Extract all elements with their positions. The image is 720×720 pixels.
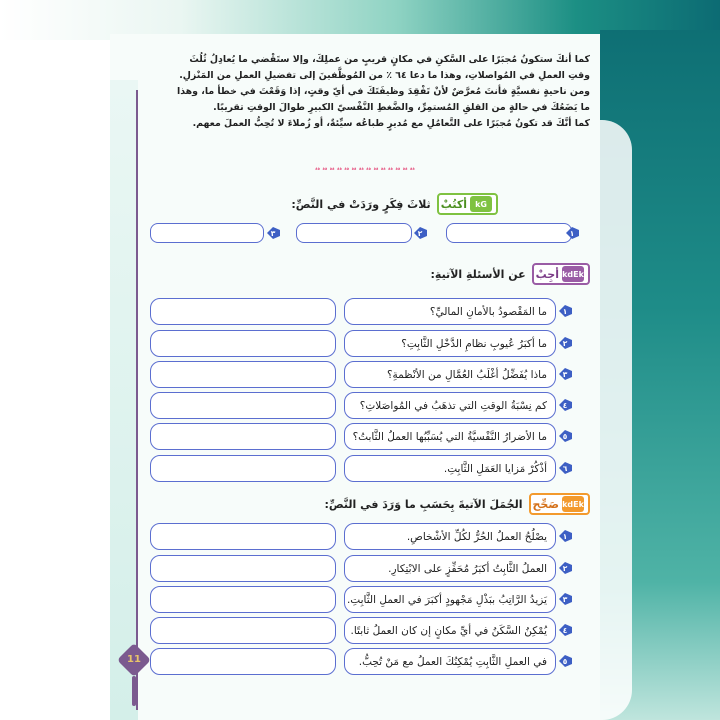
answer-badge-label: أجِبْ [535, 267, 559, 281]
number-5-icon: ٥ [557, 429, 573, 443]
statement-5: في العملِ الثَّابِتِ يُمْكِنُكَ العملُ مع مَنْ تُحِبُّ. [344, 648, 556, 675]
correction-input-1[interactable] [150, 523, 336, 550]
answer-input-5[interactable] [150, 423, 336, 450]
answer-input-6[interactable] [150, 455, 336, 482]
answer-badge [532, 263, 590, 285]
idea-input-3[interactable] [150, 223, 264, 243]
answer-input-4[interactable] [150, 392, 336, 419]
page-number-stem [132, 676, 136, 706]
paragraph-line: وقتِ العملِ في المُواصلاتِ، وهذا ما دعا ٦٤ ٪ من المُوظَّفينَ إلى تفضيلِ العملِ من المَنْزلِ. [179, 70, 590, 81]
correct-section-header [324, 493, 590, 515]
question-1: ما المَقْصودُ بالأمانِ الماليِّ؟ [344, 298, 556, 325]
idea-input-1[interactable] [446, 223, 572, 243]
page-number: 11 [127, 654, 141, 665]
number-1-icon: ١ [557, 304, 573, 318]
reading-paragraph [150, 52, 590, 132]
answer-section-title: عن الأسئلةِ الآتيةِ: [430, 267, 526, 281]
paragraph-line: ومن ناحيةٍ نفسيَّةٍ فأنتَ مُعرَّضٌ لأنْ تَفْقِدَ وظيفَتَكَ في أيّ وقتٍ، إذا وَقَعْتَ في خطأ ما، وهذا [177, 86, 590, 97]
correct-badge-logo: kdEk [562, 496, 584, 512]
write-section-title: ثلاثَ فِكَرٍ ورَدَتْ في النَّصِّ: [291, 197, 431, 211]
number-4-icon: ٤ [557, 623, 573, 637]
write-section-header [291, 193, 498, 215]
answer-section-header [431, 263, 591, 285]
statement-3: يَزيدُ الرَّاتِبُ ببَذْلِ مَجْهودٍ أكبَرَ في العملِ الثَّابِتِ. [344, 586, 556, 613]
answer-input-3[interactable] [150, 361, 336, 388]
number-3-icon: ٣ [557, 367, 573, 381]
number-1-icon: ١ [557, 529, 573, 543]
question-5: ما الأضرارُ النَّفْسيَّةُ التي يُسَبِّبُها العملُ الثَّابتُ؟ [344, 423, 556, 450]
statement-4: يُمْكِنُ السَّكَنُ في أيِّ مكانٍ إن كان العملُ ثابتًا. [344, 617, 556, 644]
right-sheet-edge [600, 120, 632, 720]
write-badge [437, 193, 498, 215]
write-badge-logo: kG [470, 196, 492, 212]
number-4-icon: ٤ [557, 398, 573, 412]
question-3: ماذا يُفَضِّلُ أغْلَبُ العُمَّالِ من الأنْظمةِ؟ [344, 361, 556, 388]
number-2-icon: ٢ [412, 226, 428, 240]
correct-badge [529, 493, 591, 515]
number-2-icon: ٢ [557, 561, 573, 575]
answer-badge-logo: kdEk [562, 266, 584, 282]
write-badge-label: أكتُبْ [440, 197, 467, 211]
ornamental-divider: ﮦﮦ ﮦﮦ ﮦﮦ ﮦﮦ ﮦﮦ ﮦﮦ ﮦﮦ ﮦﮦ ﮦﮦ ﮦﮦ ﮦﮦ ﮦﮦ ﮦﮦ ﮦﮦ [315, 163, 415, 171]
number-5-icon: ٥ [557, 654, 573, 668]
left-decorative-border [110, 80, 138, 720]
left-border-rule [136, 90, 138, 710]
statement-1: يصْلُحُ العملُ الحُرُّ لكُلِّ الأشْخاصِ. [344, 523, 556, 550]
number-3-icon: ٣ [265, 226, 281, 240]
answer-input-1[interactable] [150, 298, 336, 325]
number-1-icon: ١ [564, 226, 580, 240]
number-6-icon: ٦ [557, 461, 573, 475]
correction-input-4[interactable] [150, 617, 336, 644]
correction-input-2[interactable] [150, 555, 336, 582]
statement-2: العملُ الثَّابِتُ أكبَرُ مُحَفِّزٍ على الابْتِكارِ. [344, 555, 556, 582]
correction-input-5[interactable] [150, 648, 336, 675]
paragraph-line: كما أنكَ ستكونُ مُجبَرًا على السَّكنِ في مكانٍ قريبٍ من عملِكَ، وإلا ستَقْضي ما يُعادِلُ ثُلُثَ [189, 54, 590, 65]
number-3-icon: ٣ [557, 592, 573, 606]
number-2-icon: ٢ [557, 336, 573, 350]
page-number-ornament [120, 640, 148, 710]
question-6: أذْكُرْ مَزايا العَمَلِ الثَّابِتِ. [344, 455, 556, 482]
answer-input-2[interactable] [150, 330, 336, 357]
correction-input-3[interactable] [150, 586, 336, 613]
paragraph-line: كما أنَّكَ قد تكونُ مُجبَرًا على التَّعامُلِ مع مُديرٍ طباعُه سيِّئةٌ، أو زُملاءَ لا تُحِبُّ العملَ معهم. [192, 118, 590, 129]
question-2: ما أكبَرُ عُيوبِ نظامِ الدَّخْلِ الثَّابِتِ؟ [344, 330, 556, 357]
correct-section-title: الجُمَلَ الآتيةَ بِحَسَبِ ما وَرَدَ في النَّصِّ: [324, 497, 523, 511]
paragraph-line: ما يَضَعُكَ في حالةٍ من القلقِ المُستمِرِّ، والضَّغطِ النَّفْسيّ الكبيرِ طوالَ الوقتِ تقريبًا. [213, 102, 590, 113]
question-4: كم نِسْبَةُ الوقتِ التي تذهَبُ في المُواصَلاتِ؟ [344, 392, 556, 419]
idea-input-2[interactable] [296, 223, 412, 243]
correct-badge-label: صَحِّح [532, 497, 559, 511]
